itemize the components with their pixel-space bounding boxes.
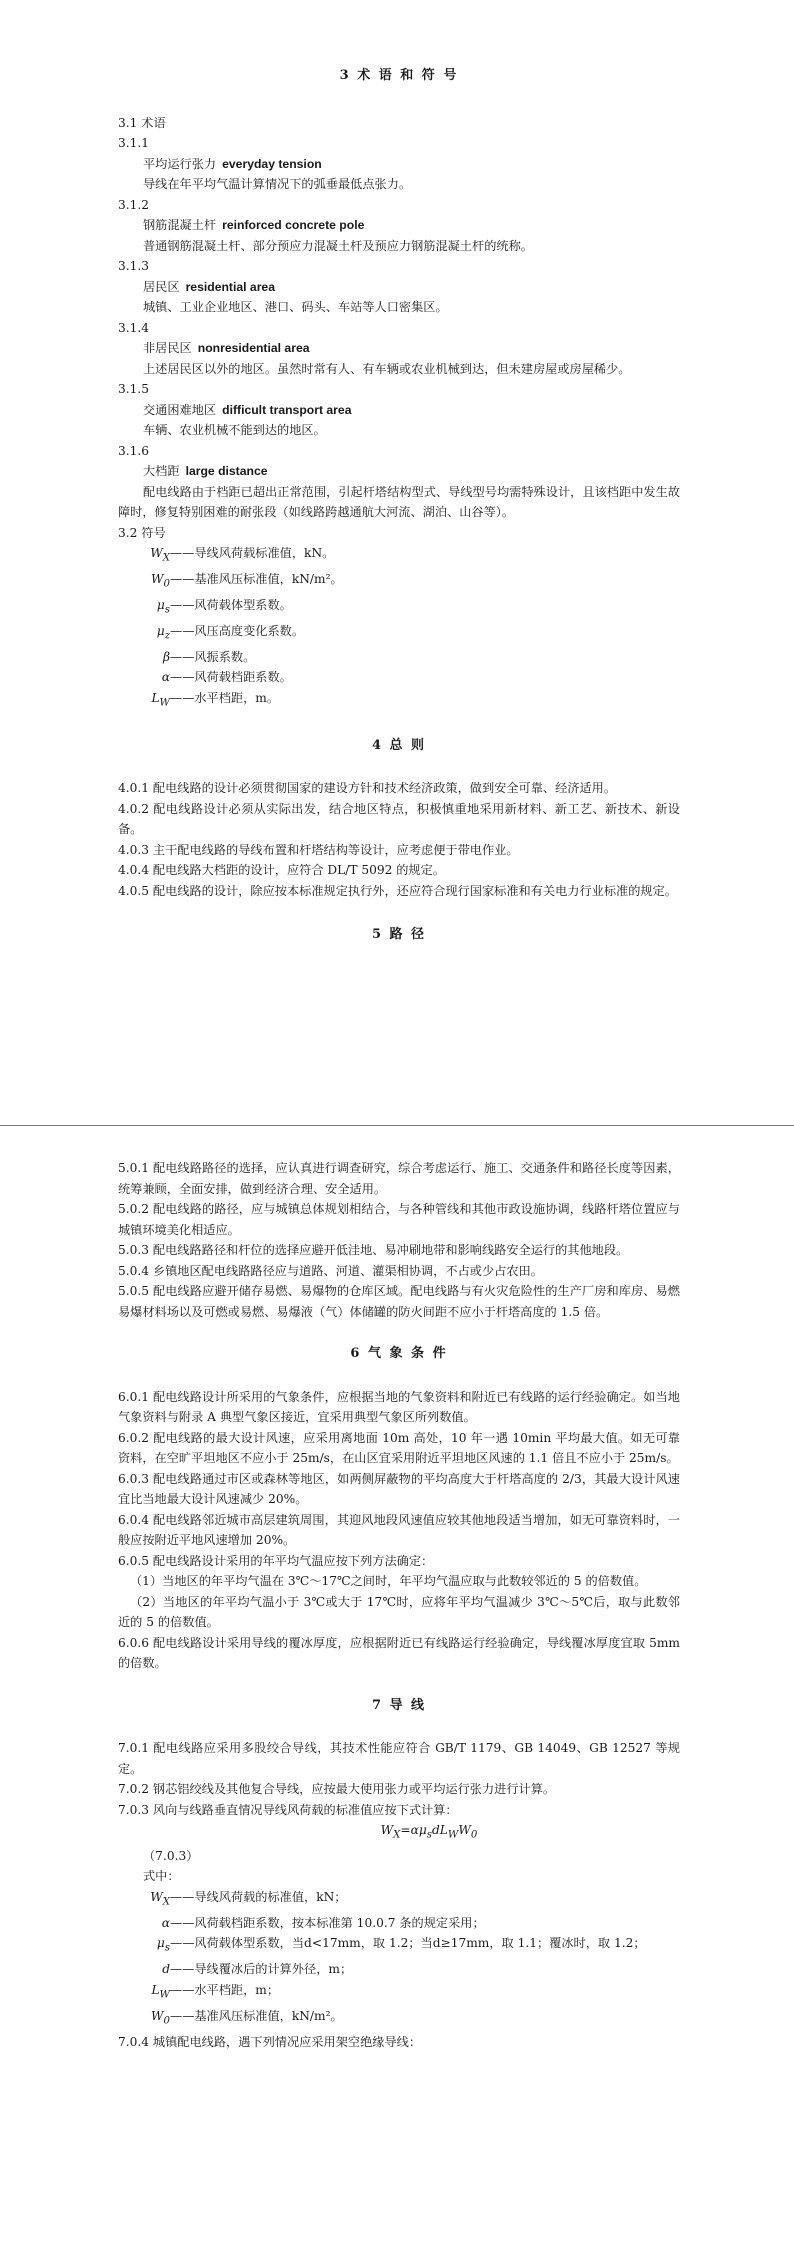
term-en: difficult transport area <box>222 402 352 417</box>
page-2 <box>0 1127 794 2246</box>
clause: 4.0.2 配电线路设计必须从实际出发，结合地区特点，积极慎重地采用新材料、新工艺、新技术、新设备。 <box>118 801 680 837</box>
clause: 4.0.5 配电线路的设计，除应按本标准规定执行外，还应符合现行国家标准和有关电力行业标准的规定。 <box>118 883 677 898</box>
symbol <box>118 1980 170 2006</box>
symbol-row <box>118 2006 680 2032</box>
symbol-letter: d <box>162 1962 170 1977</box>
term-number: 3.1.6 <box>118 443 150 458</box>
clause: 5.0.1 配电线路路径的选择，应认真进行调查研究，综合考虑运行、施工、交通条件和路径长度等因素，统筹兼顾，全面安排，做到经济合理、安全适用。 <box>118 1161 680 1196</box>
term-definition: 上述居民区以外的地区。虽然时常有人、有车辆或农业机械到达，但未建房屋或房屋稀少。 <box>143 361 631 376</box>
term-definition: 导线在年平均气温计算情况下的弧垂最低点张力。 <box>143 177 412 191</box>
symbol-letter: α <box>161 1915 170 1930</box>
symbol-definition: ——基准风压标准值，kN/m²。 <box>170 571 343 586</box>
symbol <box>118 647 170 668</box>
symbol-definition: ——导线风荷载标准值，kN。 <box>170 546 335 560</box>
term-heading <box>118 338 680 359</box>
symbol-subscript: s <box>164 604 170 616</box>
symbol-definition: ——风荷载档距系数，按本标准第 10.0.7 条的规定采用； <box>170 1915 485 1930</box>
chapter-6-title: 6 气 象 条 件 <box>350 1346 448 1361</box>
clause: 6.0.5 配电线路设计采用的年平均气温应按下列方法确定： <box>118 1553 434 1568</box>
term-heading <box>118 400 680 421</box>
term-en: everyday tension <box>222 156 322 171</box>
symbol-list <box>118 543 680 714</box>
symbol <box>118 1913 170 1934</box>
chapter-7-title: 7 导 线 <box>371 1697 427 1713</box>
term-cn: 居民区 <box>143 279 180 294</box>
symbol-letter: μ <box>156 1936 165 1951</box>
symbol-subscript: X <box>162 552 170 564</box>
symbol-definition: ——水平档距，m； <box>170 1982 280 1997</box>
term-en: large distance <box>185 464 268 478</box>
chapter-5-clauses <box>118 1158 680 1322</box>
chapter-4-title: 4 总 则 <box>371 737 427 753</box>
term-en: reinforced concrete pole <box>222 218 365 232</box>
clause: 6.0.4 配电线路邻近城市高层建筑周围，其迎风地段风速值应较其他地段适当增加，如无可靠资料时，一般应按附近平地风速增加 20%。 <box>118 1512 680 1547</box>
symbol-definition: ——导线风荷载的标准值，kN； <box>170 1889 347 1904</box>
symbol-definition: ——风振系数。 <box>170 649 256 664</box>
term-number: 3.1.4 <box>118 320 150 335</box>
symbol-definition: ——风压高度变化系数。 <box>170 623 305 638</box>
chapter-7-clauses <box>118 1738 680 1820</box>
clause: 7.0.2 钢芯铝绞线及其他复合导线，应按最大使用张力或平均运行张力进行计算。 <box>118 1782 556 1796</box>
symbol <box>118 1887 170 1913</box>
symbol <box>118 1959 170 1980</box>
chapter-6-clauses <box>118 1387 680 1572</box>
chapter-4-clauses <box>118 778 680 901</box>
symbol-definition: ——风荷载体型系数。 <box>170 597 292 612</box>
symbol-letter: μ <box>156 623 165 638</box>
section-3-2: 3.2 符号 <box>118 525 166 540</box>
term-cn: 交通困难地区 <box>143 402 217 417</box>
page-1-content <box>118 66 680 946</box>
term-en: residential area <box>185 279 275 294</box>
term-heading <box>118 461 680 482</box>
clause: 7.0.3 风向与线路垂直情况导线风荷载的标准值应按下式计算： <box>118 1802 458 1817</box>
chapter-6-items <box>118 1571 680 1633</box>
symbol-definition: ——风荷载体型系数，当d<17mm，取 1.2；当d≥17mm，取 1.1；覆冰时，取 1.2； <box>170 1936 646 1951</box>
formula-7-0-3: $W_X=\alpha\mu_sdL_WW_0$ <box>380 1823 478 1841</box>
symbol <box>118 543 170 569</box>
symbol-row <box>118 667 680 688</box>
symbol-row <box>118 1980 680 2006</box>
term-definition: 城镇、工业企业地区、港口、码头、车站等人口密集区。 <box>143 300 448 314</box>
symbol <box>118 1933 170 1959</box>
symbol-row <box>118 595 680 621</box>
term-definition: 普通钢筋混凝土杆、部分预应力混凝土杆及预应力钢筋混凝土杆的统称。 <box>143 238 533 253</box>
list-item: （2）当地区的年平均气温小于 3℃或大于 17℃时，应将年平均气温减少 3℃～5℃后，取与此数邻近的 5 的倍数值。 <box>118 1594 680 1629</box>
symbol-row <box>118 1887 680 1913</box>
symbol-subscript: 0 <box>163 578 170 590</box>
symbol-row <box>118 688 680 714</box>
term-cn: 平均运行张力 <box>143 156 217 171</box>
term-cn: 非居民区 <box>143 341 192 355</box>
symbol-subscript: 0 <box>163 2015 170 2027</box>
term-heading <box>118 277 680 298</box>
symbol <box>118 688 170 714</box>
symbol-subscript: X <box>162 1896 170 1908</box>
clause: 4.0.3 主干配电线路的导线布置和杆塔结构等设计，应考虑便于带电作业。 <box>118 842 519 857</box>
term-heading <box>118 154 680 175</box>
clause: 5.0.4 乡镇地区配电线路路径应与道路、河道、灌渠相协调，不占或少占农田。 <box>118 1263 543 1278</box>
clause: 6.0.3 配电线路通过市区或森林等地区，如两侧屏蔽物的平均高度大于杆塔高度的 2/3，其最大设计风速宜比当地最大设计风速减少 20%。 <box>118 1471 680 1506</box>
clause: 7.0.4 城镇配电线路，遇下列情况应采用架空绝缘导线： <box>118 2034 422 2049</box>
symbol-letter: α <box>161 670 170 685</box>
term-definition: 车辆、农业机械不能到达的地区。 <box>143 423 326 437</box>
chapter-5-title: 5 路 径 <box>371 927 427 943</box>
symbol-row <box>118 1933 680 1959</box>
symbol-definition: ——风荷载档距系数。 <box>170 670 292 685</box>
term-cn: 钢筋混凝土杆 <box>143 218 217 232</box>
symbol <box>118 621 170 647</box>
list-item: （1）当地区的年平均气温在 3℃～17℃之间时，年平均气温应取与此数较邻近的 5 的倍数值。 <box>130 1574 647 1588</box>
clause: 4.0.1 配电线路的设计必须贯彻国家的建设方针和技术经济政策，做到安全可靠、经济适用。 <box>118 781 617 796</box>
clause: 6.0.1 配电线路设计所采用的气象条件，应根据当地的气象资料和附近已有线路的运行经验确定。如当地气象资料与附录 A 典型气象区接近，宜采用典型气象区所列数值。 <box>118 1389 680 1424</box>
symbol <box>118 2006 170 2032</box>
symbol-row <box>118 569 680 595</box>
section-3-1: 3.1 术语 <box>118 115 166 130</box>
symbol-letter: L <box>151 1982 160 1997</box>
symbol-letter: W <box>150 1889 163 1904</box>
where-label: 式中： <box>143 1869 180 1884</box>
symbol-definition: ——基准风压标准值，kN/m²。 <box>170 2008 343 2023</box>
symbol-row <box>118 1913 680 1934</box>
term-definition: 配电线路由于档距已超出正常范围，引起杆塔结构型式、导线型号均需特殊设计，且该档距中发生故障时，修复特别困难的耐张段（如线路跨越通航大河流、湖泊、山谷等）。 <box>118 484 680 519</box>
equation-number: （7.0.3） <box>143 1848 199 1863</box>
symbol-letter: β <box>162 649 170 664</box>
symbol-letter: W <box>150 546 163 560</box>
term-number: 3.1.5 <box>118 382 150 396</box>
clause: 5.0.5 配电线路应避开储存易燃、易爆物的仓库区域。配电线路与有火灾危险性的生产厂房和库房、易燃易爆材料场以及可燃或易燃、易爆液（气）体储罐的防火间距不应小于杆塔高度的 1.5 倍。 <box>118 1284 680 1319</box>
symbol-row <box>118 1959 680 1980</box>
chapter-3-title: 3 术 语 和 符 号 <box>339 68 459 83</box>
symbol-letter: W <box>151 2008 164 2023</box>
clause: 4.0.4 配电线路大档距的设计，应符合 DL/T 5092 的规定。 <box>118 863 445 878</box>
symbol-subscript: W <box>159 1989 170 2001</box>
symbol <box>118 667 170 688</box>
variable-list <box>118 1887 680 2032</box>
symbol-row <box>118 543 680 569</box>
clause: 5.0.3 配电线路路径和杆位的选择应避开低洼地、易冲刷地带和影响线路安全运行的其他地段。 <box>118 1243 629 1257</box>
symbol-row <box>118 647 680 668</box>
symbol-definition: ——水平档距，m。 <box>170 690 280 705</box>
term-number: 3.1.1 <box>118 136 150 150</box>
term-cn: 大档距 <box>143 464 180 478</box>
symbol <box>118 569 170 595</box>
symbol-letter: L <box>151 690 160 705</box>
symbol-subscript: z <box>164 630 170 642</box>
clause: 7.0.1 配电线路应采用多股绞合导线，其技术性能应符合 GB/T 1179、GB 14049、GB 12527 等规定。 <box>118 1741 680 1776</box>
term-number: 3.1.3 <box>118 259 150 273</box>
term-number: 3.1.2 <box>118 197 150 212</box>
symbol-subscript: W <box>159 697 170 709</box>
term-heading <box>118 215 680 236</box>
page-2-content <box>118 1158 680 2052</box>
symbol-row <box>118 621 680 647</box>
symbol <box>118 595 170 621</box>
clause: 5.0.2 配电线路的路径，应与城镇总体规划相结合，与各种管线和其他市政设施协调，线路杆塔位置应与城镇环境美化相适应。 <box>118 1202 680 1237</box>
symbol-letter: W <box>151 571 164 586</box>
term-en: nonresidential area <box>197 341 310 355</box>
clause: 6.0.6 配电线路设计采用导线的覆冰厚度，应根据附近已有线路运行经验确定，导线覆冰厚度宜取 5mm 的倍数。 <box>118 1635 680 1670</box>
symbol-letter: μ <box>156 597 165 612</box>
page-separator <box>0 1125 794 1126</box>
symbol-subscript: s <box>164 1942 170 1954</box>
symbol-definition: ——导线覆冰后的计算外径，m； <box>170 1962 353 1977</box>
clause: 6.0.2 配电线路的最大设计风速，应采用离地面 10m 高处，10 年一遇 10min 平均最大值。如无可靠资料，在空旷平坦地区不应小于 25m/s，在山区宜采用附近平坦地区风速的 1.1 倍且不应小于 25m/s。 <box>118 1430 680 1465</box>
